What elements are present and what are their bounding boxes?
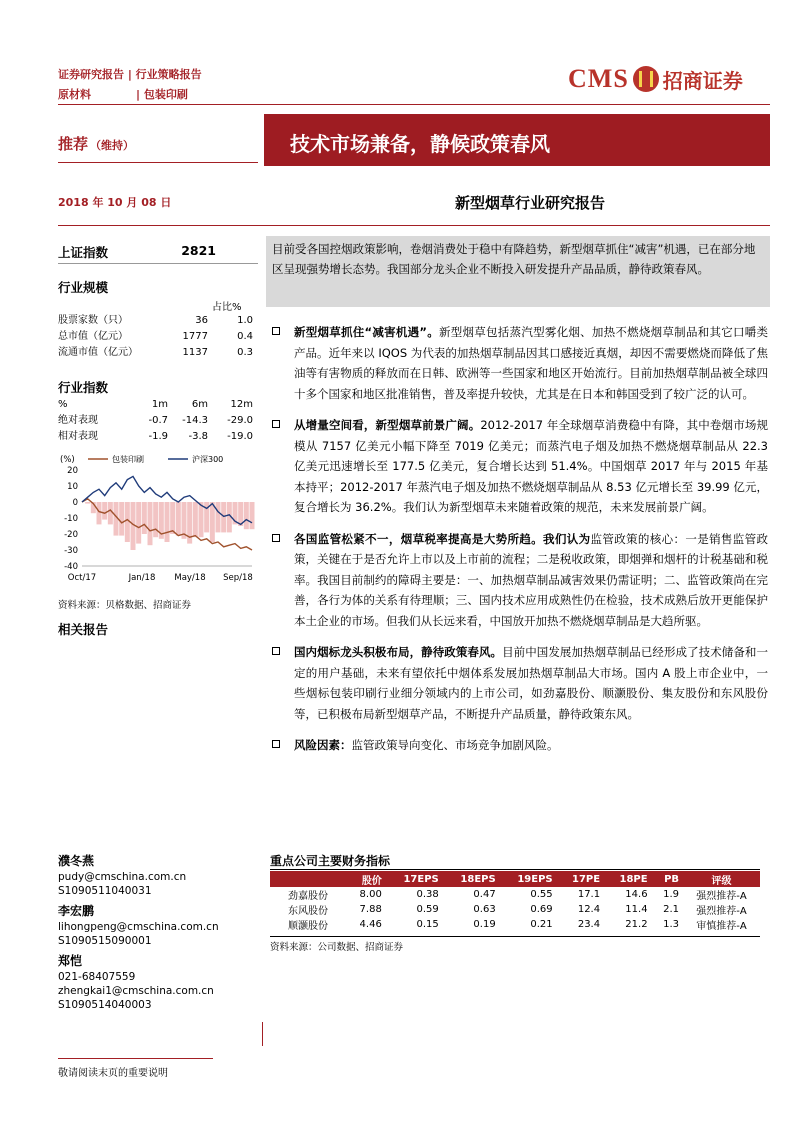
fin-cell: 1.9 — [663, 889, 680, 900]
fin-header-cell: 17PE — [557, 871, 604, 887]
relative-area-bar — [165, 502, 170, 542]
fin-cell: 8.00 — [359, 889, 382, 900]
industry-index-chart — [58, 450, 258, 590]
fin-cell: 12.4 — [577, 904, 601, 915]
x-tick-label: May/18 — [174, 573, 206, 583]
fin-cell: 17.1 — [577, 889, 601, 900]
relative-area-bar — [102, 502, 107, 520]
legend-label: 沪深300 — [192, 455, 224, 464]
relative-area-bar — [221, 502, 226, 532]
perf-cell: -29.0 — [227, 415, 253, 426]
index-label: 上证指数 — [58, 245, 109, 260]
header-rule — [58, 104, 770, 105]
fin-cell: 1.3 — [663, 919, 680, 930]
rating-sub: （维持） — [90, 139, 135, 152]
bullet-square-icon — [272, 740, 280, 748]
report-type: 证券研究报告 | 行业策略报告 — [58, 68, 202, 81]
y-tick-label: 0 — [72, 498, 78, 508]
scale-row-label: 总市值（亿元） — [58, 331, 128, 342]
index-row — [58, 243, 258, 261]
x-tick-label: Sep/18 — [223, 573, 253, 583]
analyst-email[interactable]: zhengkai1@cmschina.com.cn — [58, 985, 214, 997]
x-tick-label: Jan/18 — [128, 573, 156, 583]
rating-rule — [58, 162, 258, 163]
scale-row-pct: 0.4 — [237, 331, 253, 342]
perf-header-cell: 1m — [151, 399, 168, 410]
perf-table — [58, 397, 253, 445]
bullet-text: 监管政策导向变化、市场竞争加剧风险。 — [351, 738, 559, 752]
bullet-item — [272, 735, 768, 756]
footer-rule — [58, 1058, 213, 1059]
scale-table — [58, 313, 253, 361]
x-tick-label: Oct/17 — [67, 573, 97, 583]
analyst-email[interactable]: pudy@cmschina.com.cn — [58, 871, 187, 883]
scale-row-pct: 0.3 — [237, 347, 253, 358]
report-subtitle: 新型烟草行业研究报告 — [455, 194, 606, 212]
fin-cell: 11.4 — [625, 904, 648, 915]
logo-company-name: 招商证券 — [662, 68, 743, 93]
rating-main: 推荐 — [58, 135, 89, 153]
relative-area-bar — [170, 502, 175, 534]
analyst-name: 郑恺 — [58, 954, 83, 968]
analyst-phone: 021-68407559 — [58, 971, 136, 983]
sector: 原材料 — [58, 88, 91, 101]
y-tick-label: -10 — [64, 514, 78, 524]
analyst-block — [58, 852, 258, 1012]
relative-area-bar — [148, 502, 153, 545]
sidebar-rule — [58, 263, 258, 264]
scale-title: 行业规模 — [58, 280, 109, 295]
relative-area-bar — [199, 502, 204, 537]
table-row — [270, 902, 760, 917]
cms-logo — [568, 64, 743, 94]
perf-row — [58, 413, 253, 429]
perf-row-label: 相对表现 — [58, 431, 98, 442]
logo-text: CMS — [568, 64, 629, 93]
bullet-lead: 新型烟草抓住“减害机遇”。 — [294, 325, 439, 339]
fin-cell: 0.59 — [416, 904, 439, 915]
relative-area-bar — [153, 502, 158, 537]
fin-cell: 21.2 — [625, 919, 648, 930]
bullet-lead: 各国监管松紧不一，烟草税率提高是大势所趋。我们认为 — [294, 531, 591, 546]
fin-table-title: 重点公司主要财务指标 — [270, 854, 391, 868]
fin-header-cell: 18PE — [604, 871, 651, 887]
fin-cell: 7.88 — [359, 904, 382, 915]
relative-area-bar — [244, 502, 249, 529]
perf-cell: -14.3 — [182, 415, 208, 426]
perf-header — [58, 397, 253, 413]
perf-header-cell: 12m — [230, 399, 253, 410]
fin-cell: 14.6 — [625, 889, 648, 900]
fin-cell: 0.47 — [473, 889, 496, 900]
bullet-square-icon — [272, 534, 280, 542]
relative-area-bar — [176, 502, 181, 536]
relative-area-bar — [119, 502, 124, 536]
bullet-item — [272, 415, 768, 518]
fin-cell: 4.46 — [359, 919, 382, 930]
fin-cell: 0.21 — [530, 919, 553, 930]
fin-cell: 0.55 — [530, 889, 553, 900]
footer-note: 敬请阅读末页的重要说明 — [58, 1068, 168, 1079]
scale-row-pct: 1.0 — [237, 315, 253, 326]
analyst-name: 濮冬燕 — [58, 854, 95, 868]
index-title: 行业指数 — [58, 380, 109, 395]
scale-row — [58, 345, 253, 361]
relative-area-bar — [85, 502, 90, 504]
bullet-lead: 国内烟标龙头积极布局，静待政策春风。 — [294, 645, 503, 659]
chart-source: 资料来源：贝格数据、招商证券 — [58, 600, 192, 611]
bullet-lead: 从增量空间看，新型烟草前景广阔。 — [294, 418, 481, 432]
scale-row-label: 股票家数（只） — [58, 315, 128, 326]
date-rule — [58, 225, 770, 226]
perf-header-cell: 6m — [191, 399, 208, 410]
scale-row-value: 36 — [195, 315, 208, 326]
y-axis-label: (%) — [60, 455, 75, 465]
perf-row — [58, 429, 253, 445]
fin-header-cell: 评级 — [683, 871, 760, 887]
logo-emblem-icon — [633, 66, 659, 92]
table-row — [270, 887, 760, 902]
relative-area-bar — [142, 502, 147, 534]
analyst-id: S1090515090001 — [58, 935, 152, 947]
analyst-id: S1090511040031 — [58, 885, 152, 897]
fin-cell: 东风股份 — [288, 906, 328, 917]
fin-cell: 劲嘉股份 — [288, 891, 328, 902]
scale-row-label: 流通市值（亿元） — [58, 347, 138, 358]
fin-table-source: 资料来源：公司数据、招商证券 — [270, 942, 404, 953]
page-title: 技术市场兼备，静候政策春风 — [264, 114, 770, 166]
y-tick-label: 10 — [67, 482, 78, 492]
scale-row — [58, 329, 253, 345]
fin-header-cell — [270, 871, 346, 887]
fin-header-cell: PB — [652, 871, 683, 887]
relative-area-bar — [136, 502, 141, 544]
scale-row — [58, 313, 253, 329]
fin-cell: 审慎推荐-A — [696, 921, 747, 932]
perf-cell: -3.8 — [188, 431, 208, 442]
analyst-email[interactable]: lihongpeng@cmschina.com.cn — [58, 921, 219, 933]
perf-cell: -0.7 — [148, 415, 168, 426]
bullet-square-icon — [272, 647, 280, 655]
relative-area-bar — [108, 502, 113, 524]
sub-sector: | 包装印刷 — [136, 88, 188, 101]
related-reports-title: 相关报告 — [58, 622, 109, 637]
fin-cell: 0.69 — [530, 904, 553, 915]
bullet-square-icon — [272, 327, 280, 335]
fin-cell: 0.15 — [416, 919, 439, 930]
scale-pct-header: 占比% — [212, 302, 242, 313]
perf-row-label: 绝对表现 — [58, 415, 98, 426]
perf-header-cell: % — [58, 399, 68, 410]
scale-row-value: 1137 — [182, 347, 208, 358]
relative-area-bar — [216, 502, 221, 532]
analyst-id: S1090514040003 — [58, 999, 152, 1011]
summary-box: 目前受各国控烟政策影响，卷烟消费处于稳中有降趋势，新型烟草抓住“减害”机遇，已在部分地区呈现强势增长态势。我国部分龙头企业不断投入研发提升产品品质，静待政策春风。 — [266, 236, 770, 307]
bullet-list — [272, 322, 768, 756]
bullet-item — [272, 642, 768, 724]
fin-table — [270, 871, 760, 932]
bullet-text: 监管政策的核心：一是销售监管政策，关键在于是否允许上市以及上市前的流程；二是税收政策，即烟弹和烟杆的计税基础和税率。我国目前制约的障碍主要是：一、加热烟草制品减害效果仍需证明；二、监管政策尚在完善，各行为体的关系有待理顺；三、国内技术应用成熟性仍在检验，技术成熟后放开更能保护本土企业的市场。但我们从长远来看，中国放开加热不燃烧烟草制品是大趋所驱。 — [294, 531, 769, 628]
relative-area-bar — [97, 502, 102, 524]
analyst-name: 李宏鹏 — [58, 904, 95, 918]
legend-label: 包装印刷 — [112, 455, 144, 464]
y-tick-label: -30 — [64, 546, 78, 556]
fin-cell: 0.38 — [416, 889, 439, 900]
rating — [58, 133, 134, 154]
fin-cell: 2.1 — [663, 904, 680, 915]
fin-cell: 顺灏股份 — [288, 921, 328, 932]
relative-area-bar — [193, 502, 198, 537]
relative-area-bar — [210, 502, 215, 542]
table-row — [270, 917, 760, 932]
index-value: 2821 — [181, 243, 216, 258]
fin-header-cell: 19EPS — [500, 871, 557, 887]
fin-table-bottom-rule — [270, 936, 760, 937]
bullet-item — [272, 529, 768, 632]
fin-header-cell: 18EPS — [443, 871, 500, 887]
bullet-lead: 风险因素： — [294, 738, 352, 752]
bullet-square-icon — [272, 420, 280, 428]
fin-cell: 强烈推荐-A — [696, 906, 747, 917]
relative-area-bar — [250, 502, 255, 529]
fin-header-cell: 17EPS — [386, 871, 443, 887]
fin-cell: 0.63 — [473, 904, 496, 915]
perf-cell: -19.0 — [227, 431, 253, 442]
bullet-text: 新型烟草包括蒸汽型雾化烟、加热不燃烧烟草制品和其它口嚼类产品。近年来以 IQOS 为代表的加热烟草制品因其口感接近真烟，却因不需要燃烧而降低了焦油等有害物质的释放而在日韩、欧洲等一些国家和地区开始流行。目前加热烟草制品被全球四十多个国家和地区批准销售，普及率提升较快，尤其是在日本和韩国受到了较广泛的认可。 — [294, 325, 768, 401]
bullet-text: 目前中国发展加热烟草制品已经形成了技术储备和一定的用户基础，未来有望依托中烟体系发展加热烟草制品大市场。国内 A 股上市企业中，一些烟标包装印刷行业细分领域内的上市公司，如劲嘉股份、顺灏股份、集友股份和东风股份等，已积极布局新型烟草产品，不断提升产品质量，静待政策东风。 — [294, 645, 768, 721]
bullet-text: 2012-2017 年全球烟草消费稳中有降，其中卷烟市场规模从 7157 亿美元小幅下降至 7019 亿美元；而蒸汽电子烟及加热不燃烧烟草制品从 22.3 亿美元迅速增长至 177.5 亿美元，复合增长达到 51.4%。中国烟草 2017 年与 2015 年基本持平；2012-2017 年蒸汽电子烟及加热不燃烧烟草制品从 8.53 亿元增长至 39.99 亿元，复合增长为 36.2%。我们认为新型烟草未来随着政策的规范，未来发展前景广阔。 — [294, 418, 768, 514]
fin-table-header — [270, 871, 760, 887]
fin-cell: 0.19 — [473, 919, 496, 930]
y-tick-label: 20 — [67, 466, 78, 476]
y-tick-label: -20 — [64, 530, 78, 540]
fin-cell: 23.4 — [577, 919, 601, 930]
perf-cell: -1.9 — [148, 431, 168, 442]
report-date: 2018 年 10 月 08 日 — [58, 196, 172, 209]
fin-cell: 强烈推荐-A — [696, 891, 747, 902]
bullet-item — [272, 322, 768, 404]
fin-table-rule — [270, 869, 760, 870]
sidebar-divider — [262, 1022, 263, 1046]
scale-row-value: 1777 — [182, 331, 208, 342]
y-tick-label: -40 — [64, 562, 78, 572]
fin-header-cell: 股价 — [346, 871, 386, 887]
